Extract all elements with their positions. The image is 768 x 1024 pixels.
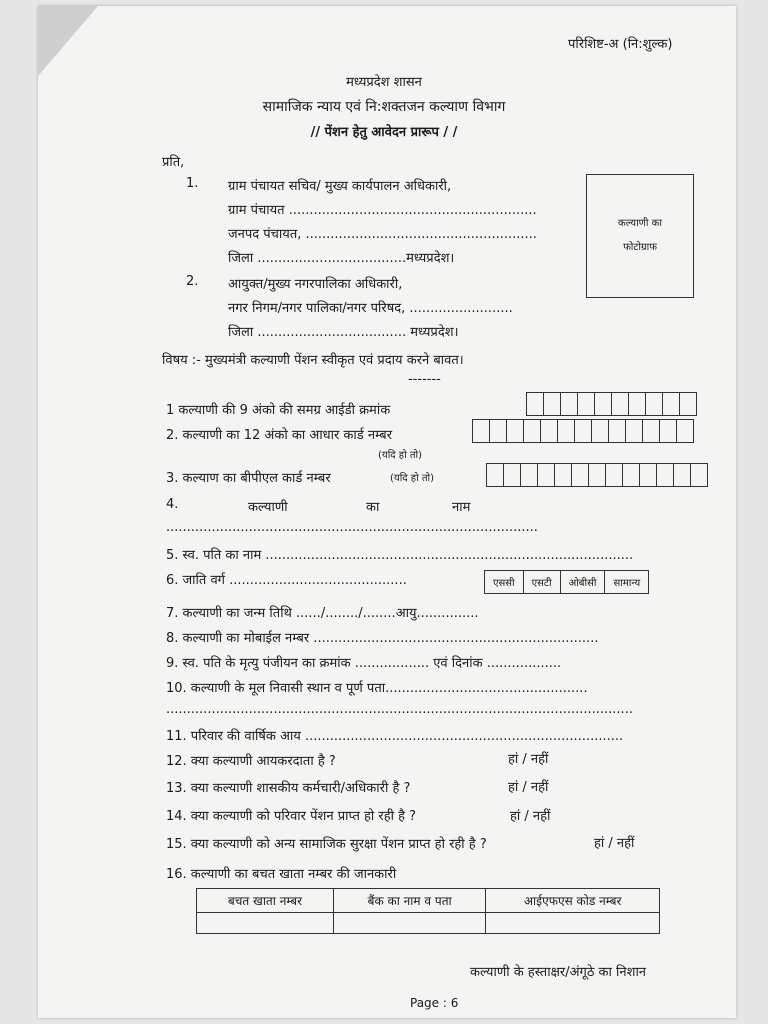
addr2-line1: आयुक्त/मुख्य नगरपालिका अधिकारी, [228,277,403,292]
item-14-yesno: हां / नहीं [510,809,551,824]
dept-title: सामाजिक न्याय एवं नि:शक्तजन कल्याण विभाग [262,99,506,115]
addr1-num: 1. [186,176,199,191]
item-14: 14. क्या कल्याणी को परिवार पेंशन प्राप्त हो रही है ? [166,809,417,824]
samagra-id-boxes[interactable] [526,392,697,416]
addr1-line2: ग्राम पंचायत ............................................................ [228,203,537,218]
photo-box [586,174,694,298]
photo-label-1: कल्याणी का [618,218,662,229]
caste-obc[interactable]: ओबीसी [561,571,606,593]
caste-general[interactable]: सामान्य [613,578,641,589]
caste-st[interactable]: एसटी [524,571,561,593]
bank-header-account: बचत खाता नम्बर [197,889,334,913]
item-6: 6. जाति वर्ग ........................................... [166,573,407,588]
page-fold [38,6,98,76]
item-9: 9. स्व. पति के मृत्यु पंजीयन का क्रमांक .................. एवं दिनांक .................. [166,656,562,671]
item-4-dots: .......................................................................................... [166,520,538,535]
addr1-line1: ग्राम पंचायत सचिव/ मुख्य कार्यपालन अधिकारी, [228,179,452,194]
item-15: 15. क्या कल्याणी को अन्य सामाजिक सुरक्षा पेंशन प्राप्त हो रही है ? [166,837,487,852]
item-13-yesno: हां / नहीं [508,780,549,795]
bank-name-cell[interactable] [333,913,485,934]
item-7: 7. कल्याणी का जन्म तिथि ....../......../........आयु............... [166,606,479,621]
item-2-note: (यदि हो तो) [378,450,423,461]
photo-label-2: फोटोग्राफ [623,242,657,253]
item-4-word-1: कल्याणी [248,500,288,515]
bank-header-name: बैंक का नाम व पता [333,889,485,913]
bank-header-ifsc: आईएफएस कोड नम्बर [486,889,660,913]
item-11: 11. परिवार की वार्षिक आय ............................................................................. [166,729,624,744]
item-4-word-3: नाम [452,500,471,515]
addr1-line3: जनपद पंचायत, ........................................................ [228,227,537,242]
item-4-num: 4. [166,497,179,512]
addr2-line3: जिला .................................... मध्यप्रदेश। [228,325,459,340]
caste-options [484,570,649,594]
item-10-dots: ................................................................................................................. [166,702,633,717]
addr2-num: 2. [186,274,199,289]
bank-account-cell[interactable] [197,913,334,934]
bpl-boxes[interactable] [486,463,708,487]
item-8: 8. कल्याणी का मोबाईल नम्बर ..................................................................... [166,631,599,646]
item-10: 10. कल्याणी के मूल निवासी स्थान व पूर्ण पता................................................. [166,681,588,696]
addr1-line4: जिला ....................................मध्यप्रदेश। [228,251,455,266]
item-2: 2. कल्याणी का 12 अंको का आधार कार्ड नम्बर [166,428,393,443]
govt-title: मध्यप्रदेश शासन [346,75,422,90]
item-1: 1 कल्याणी की 9 अंको की समग्र आईडी क्रमांक [166,403,391,418]
item-5: 5. स्व. पति का नाम ......................................................................................... [166,548,634,563]
bank-ifsc-cell[interactable] [486,913,660,934]
form-title: // पेंशन हेतु आवेदन प्रारूप / / [310,125,458,140]
signature-label: कल्याणी के हस्ताक्षर/अंगूठे का निशान [470,965,647,980]
subject-dashes: ------- [408,372,441,387]
subject-line: विषय :- मुख्यमंत्री कल्याणी पेंशन स्वीकृत एवं प्रदाय करने बावत। [162,353,464,368]
addr2-line2: नगर निगम/नगर पालिका/नगर परिषद, ......................... [228,301,513,316]
item-16: 16. कल्याणी का बचत खाता नम्बर की जानकारी [166,867,397,882]
aadhaar-boxes[interactable] [472,419,694,443]
page-number: Page : 6 [410,996,459,1010]
item-3-note: (यदि हो तो) [390,473,435,484]
item-3: 3. कल्याण का बीपीएल कार्ड नम्बर [166,471,331,486]
appendix-label: परिशिष्ट-अ (नि:शुल्क) [568,37,673,52]
caste-sc[interactable]: एससी [485,571,524,593]
item-15-yesno: हां / नहीं [594,836,635,851]
item-12: 12. क्या कल्याणी आयकरदाता है ? [166,754,336,769]
item-4-word-2: का [366,500,380,515]
to-label: प्रति, [162,155,185,170]
bank-details-table [196,888,660,934]
item-12-yesno: हां / नहीं [508,752,549,767]
item-13: 13. क्या कल्याणी शासकीय कर्मचारी/अधिकारी है ? [166,781,411,796]
